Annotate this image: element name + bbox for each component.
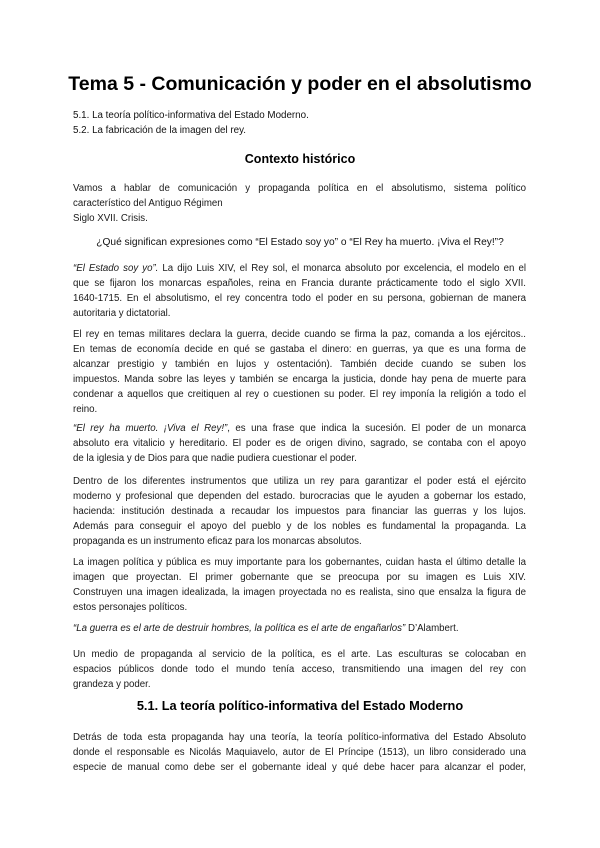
text-line: Un medio de propaganda al servicio de la política, es el arte. Las esculturas se colocaban en	[73, 649, 526, 660]
text-line: espacios públicos donde todo el mundo tenía acceso, transmitiendo una imagen del rey con	[73, 664, 526, 676]
text-line: grandeza y poder.	[73, 679, 151, 691]
italic-quote: “El Estado soy yo”.	[73, 263, 159, 274]
text-line: moderno y profesional que dependen del estado. burocracias que le ayuden a gobernar los estado,	[73, 491, 526, 503]
instrumentos-paragraph	[73, 474, 526, 549]
text-line: imagen que proyectan. El primer gobernante que se preocupa por su imagen es Luis XIV.	[73, 572, 526, 584]
text-line: Construyen una imagen idealizada, la imagen proyectada no es realista, sino que ensalza la figura de	[73, 587, 526, 599]
rey-ha-muerto-paragraph	[73, 421, 526, 466]
text-line: 1640-1715. En el absolutismo, el rey concentra todo el poder en su persona, gobiernan de manera	[73, 293, 526, 305]
quote-author: D’Alambert.	[405, 623, 459, 634]
teoria-paragraph	[73, 730, 526, 775]
section-heading: 5.1. La teoría político-informativa del Estado Moderno	[136, 698, 464, 713]
estado-soy-yo-paragraph	[73, 261, 526, 321]
text-line	[73, 421, 526, 436]
italic-quote: “El rey ha muerto. ¡Viva el Rey!”	[73, 423, 228, 434]
text-line: La imagen política y pública es muy importante para los gobernantes, cuidan hasta el último detalle la	[73, 557, 526, 568]
text-line: propaganda es un instrumento eficaz para los monarcas absolutos.	[73, 536, 362, 548]
text-line: alcanzar prestigio y también en lujos y ostentación). También decide cuando se suben los	[73, 359, 526, 371]
text-line: que se fijaron los monarcas españoles, reina en Francia durante prácticamente todo el siglo XVII.	[73, 278, 526, 290]
text-line: donde el responsable es Nicolás Maquiavelo, autor de El Príncipe (1513), un libro considerado una	[73, 747, 526, 759]
text-line: hacienda: institución destinada a recaudar los impuestos para financiar las guerras y los lujos.	[73, 506, 526, 518]
arte-paragraph	[73, 647, 526, 692]
rey-powers-paragraph	[73, 327, 526, 418]
toc-item: 5.2. La fabricación de la imagen del rey.	[73, 125, 247, 136]
text-line: característico del Antiguo Régimen	[73, 198, 223, 210]
page-title: Tema 5 - Comunicación y poder en el absolutismo	[68, 73, 532, 95]
text-line: En temas de economía decide en qué se gastaba el dinero: en guerras, ya que es una forma de	[73, 344, 526, 356]
text-line: autoritaria y dictatorial.	[73, 308, 171, 320]
italic-quote: “La guerra es el arte de destruir hombres, la política es el arte de engañarlos”	[73, 623, 406, 634]
text-line: de la iglesia y de Dios para que nadie pudiera cuestionar el poder.	[73, 453, 357, 465]
text-line: El rey en temas militares declara la guerra, decide cuando se firma la paz, comanda a los ejércitos..	[73, 329, 526, 340]
text-line	[73, 621, 526, 636]
text-line: reino.	[73, 404, 98, 416]
text-line: Además para conseguir el apoyo del pueblo y de los nobles es fundamental la propaganda. La	[73, 521, 526, 533]
key-question: ¿Qué significan expresiones como “El Estado soy yo” o “El Rey ha muerto. ¡Viva el Rey!”?	[96, 237, 504, 248]
text-line: especie de manual como debe ser el gobernante ideal y qué debe hacer para alcanzar el poder,	[73, 762, 526, 774]
context-heading: Contexto histórico	[244, 152, 356, 166]
text-line: Dentro de los diferentes instrumentos que utiliza un rey para garantizar el poder está el ejército	[73, 476, 526, 487]
text-fragment: , es una frase que indica la sucesión. El poder de un monarca	[227, 423, 526, 434]
text-line: estos personajes políticos.	[73, 602, 188, 614]
guerra-quote-paragraph	[73, 621, 526, 636]
text-line: Siglo XVII. Crisis.	[73, 213, 148, 225]
text-line: impuestos. Manda sobre las leyes y también se encarga la justicia, donde hay pena de muerte para	[73, 374, 526, 386]
text-line	[73, 261, 526, 276]
text-line: absoluto era vitalicio y hereditario. El poder es de origen divino, sagrado, se contaba con el apoyo	[73, 438, 526, 450]
imagen-paragraph	[73, 555, 526, 615]
text-fragment: La dijo Luis XIV, el Rey sol, el monarca absoluto por excelencia, el modelo en el	[158, 263, 526, 274]
text-line: Detrás de toda esta propaganda hay una teoría, la teoría político-informativa del Estado Absoluto	[73, 732, 526, 743]
toc-item: 5.1. La teoría político-informativa del Estado Moderno.	[73, 110, 309, 121]
text-line: condenar a aquellos que creitiquen al rey o cuestionen su poder. El rey imponía la religión a todo el	[73, 389, 526, 401]
text-line: Vamos a hablar de comunicación y propaganda política en el absolutismo, sistema político	[73, 183, 526, 194]
intro-paragraph	[73, 181, 526, 226]
table-of-contents	[73, 108, 533, 138]
